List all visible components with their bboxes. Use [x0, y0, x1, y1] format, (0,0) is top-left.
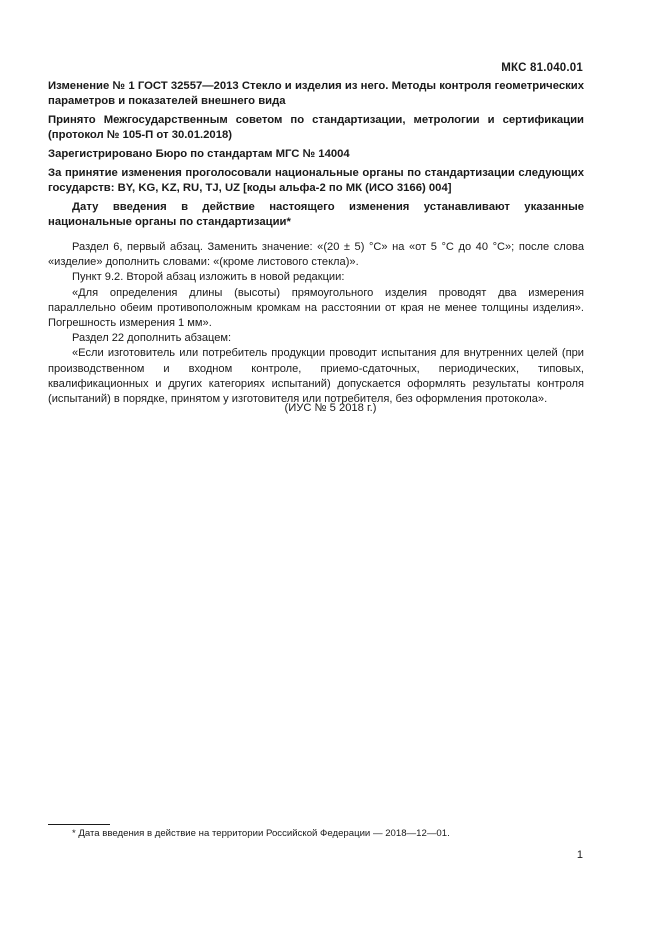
classification-code: МКС 81.040.01	[501, 62, 583, 74]
amendment-title: Изменение № 1 ГОСТ 32557—2013 Стекло и изделия из него. Методы контроля геометрических параметров и показателей внешнего вида	[48, 80, 584, 107]
registration-statement: Зарегистрировано Бюро по стандартам МГС № 14004	[48, 148, 350, 160]
adoption-statement: Принято Межгосударственным советом по стандартизации, метрологии и сертификации (протокол № 105-П от 30.01.2018)	[48, 114, 584, 141]
voting-statement: За принятие изменения проголосовали национальные органы по стандартизации следующих государств: BY, KG, KZ, RU, TJ, UZ [коды альфа-2 по МК (ИСО 3166) 004]	[48, 167, 584, 194]
paragraph-clause-9-2: Пункт 9.2. Второй абзац изложить в новой редакции:	[72, 271, 345, 284]
paragraph-section-22: Раздел 22 дополнить абзацем:	[72, 332, 232, 345]
amendment-body	[48, 240, 584, 407]
effective-date-statement: Дату введения в действие настоящего изменения устанавливают указанные национальные органы по стандартизации*	[48, 201, 584, 228]
footnote: * Дата введения в действие на территории Российской Федерации — 2018—12—01.	[72, 828, 450, 839]
paragraph-section-6: Раздел 6, первый абзац. Заменить значение: «(20 ± 5) °C» на «от 5 °C до 40 °C»; после слова «изделие» дополнить словами: «(кроме листового стекла)».	[48, 241, 584, 269]
page-number: 1	[576, 849, 583, 861]
paragraph-clause-9-2-text: «Для определения длины (высоты) прямоугольного изделия проводят два измерения параллельно обеим противоположным кромкам на расстоянии от края не менее толщины изделия». Погрешность измерения 1 мм».	[48, 286, 584, 330]
footnote-divider	[48, 824, 110, 825]
paragraph-section-22-text: «Если изготовитель или потребитель продукции проводит испытания для внутренних целей (при производственном и входном контроле, приемо-сдаточных, периодических, типовых, квалификационных и других категориях испытаний) допускается оформлять результаты контроля (испытаний) в порядке, принятом у изготовителя или потребителя, без оформления протокола».	[48, 347, 584, 406]
source-reference: (ИУС № 5 2018 г.)	[284, 402, 377, 414]
